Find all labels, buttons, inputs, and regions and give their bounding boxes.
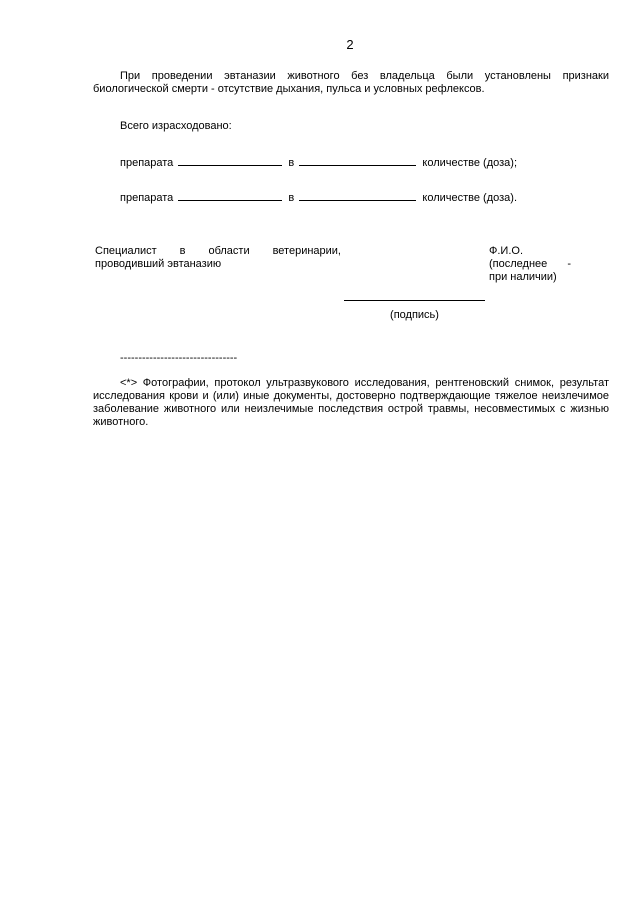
drug-line-1 bbox=[120, 154, 517, 170]
signature-caption: (подпись) bbox=[390, 309, 439, 321]
quantity-text: количестве (доза); bbox=[422, 157, 518, 169]
specialist-label bbox=[95, 245, 341, 271]
fio-line-1: Ф.И.О. bbox=[489, 245, 523, 257]
in-word: в bbox=[288, 192, 295, 204]
drug-line-2 bbox=[120, 189, 517, 205]
fio-line-2: (последнее - bbox=[489, 258, 571, 270]
spent-heading: Всего израсходовано: bbox=[120, 120, 232, 132]
fio-label bbox=[489, 245, 571, 284]
drug-name-blank bbox=[178, 154, 282, 166]
quantity-text: количестве (доза). bbox=[422, 192, 518, 204]
drug-label: препарата bbox=[120, 192, 174, 204]
drug-label: препарата bbox=[120, 157, 174, 169]
drug-name-blank bbox=[178, 189, 282, 201]
specialist-line-2: проводивший эвтаназию bbox=[95, 258, 222, 270]
intro-paragraph: При проведении эвтаназии животного без владельца были установлены признаки биологической смерти - отсутствие дыхания, пульса и условных рефлексов. bbox=[93, 70, 609, 95]
in-word: в bbox=[288, 157, 295, 169]
page-number: 2 bbox=[346, 37, 354, 52]
drug-volume-blank bbox=[299, 189, 416, 201]
specialist-line-1: Специалист в области ветеринарии, bbox=[95, 245, 341, 257]
drug-volume-blank bbox=[299, 154, 416, 166]
footnote-text: <*> Фотографии, протокол ультразвукового исследования, рентгеновский снимок, результат исследования крови и (или) иные документы, достоверно подтверждающие тяжелое неизлечимое заболевание животного или неизлечимые последствия острой травмы, несовместимых с жизнью животного. bbox=[93, 377, 609, 428]
signature-line bbox=[344, 300, 485, 301]
fio-line-3: при наличии) bbox=[489, 271, 557, 283]
footnote-divider: -------------------------------- bbox=[120, 352, 238, 364]
